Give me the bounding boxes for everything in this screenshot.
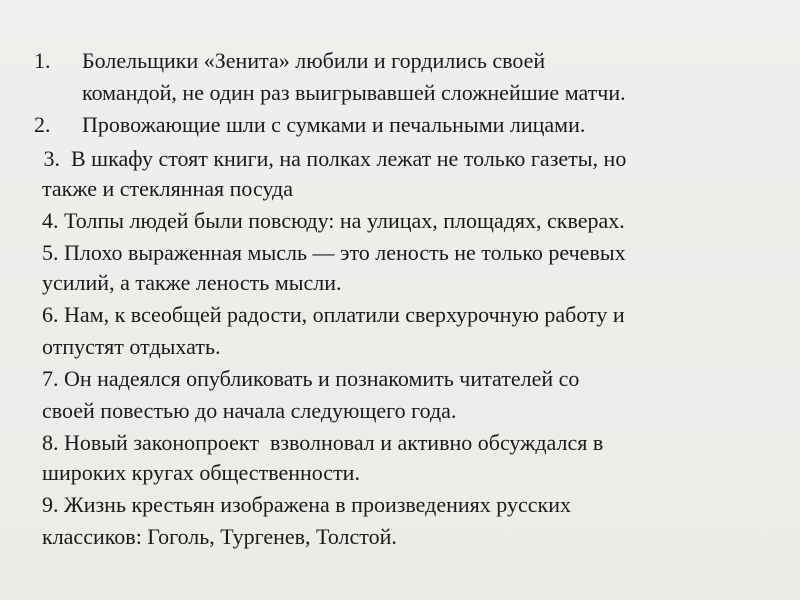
sentence-3-line-1: 3. В шкафу стоят книги, на полках лежат не только газеты, но bbox=[38, 146, 627, 171]
sentence-9-line-2: классиков: Гоголь, Тургенев, Толстой. bbox=[42, 524, 397, 549]
list-number-2: 2. bbox=[34, 112, 51, 137]
sentence-7-line-1: 7. Он надеялся опубликовать и познакомить читателей со bbox=[42, 366, 580, 391]
sentence-6-line-2: отпустят отдыхать. bbox=[42, 334, 221, 359]
sentence-2-line-1: Провожающие шли с сумками и печальными лицами. bbox=[82, 112, 586, 137]
sentence-1-line-1: Болельщики «Зенита» любили и гордились своей bbox=[82, 48, 546, 73]
sentence-8-line-2: широких кругах общественности. bbox=[42, 460, 360, 485]
sentence-5-line-2: усилий, а также леность мысли. bbox=[42, 270, 342, 295]
sentence-9-line-1: 9. Жизнь крестьян изображена в произведениях русских bbox=[42, 492, 571, 517]
list-number-1: 1. bbox=[34, 48, 51, 73]
sentence-4-line-1: 4. Толпы людей были повсюду: на улицах, площадях, скверах. bbox=[42, 208, 625, 233]
sentence-1-line-2: командой, не один раз выигрывавшей сложнейшие матчи. bbox=[82, 80, 626, 105]
sentence-8-line-1: 8. Новый законопроект взволновал и активно обсуждался в bbox=[42, 430, 604, 455]
sentence-5-line-1: 5. Плохо выраженная мысль — это леность не только речевых bbox=[42, 240, 626, 265]
sentence-6-line-1: 6. Нам, к всеобщей радости, оплатили сверхурочную работу и bbox=[42, 302, 625, 327]
sentence-3-line-2: также и стеклянная посуда bbox=[42, 176, 294, 201]
sentence-7-line-2: своей повестью до начала следующего года. bbox=[42, 398, 457, 423]
